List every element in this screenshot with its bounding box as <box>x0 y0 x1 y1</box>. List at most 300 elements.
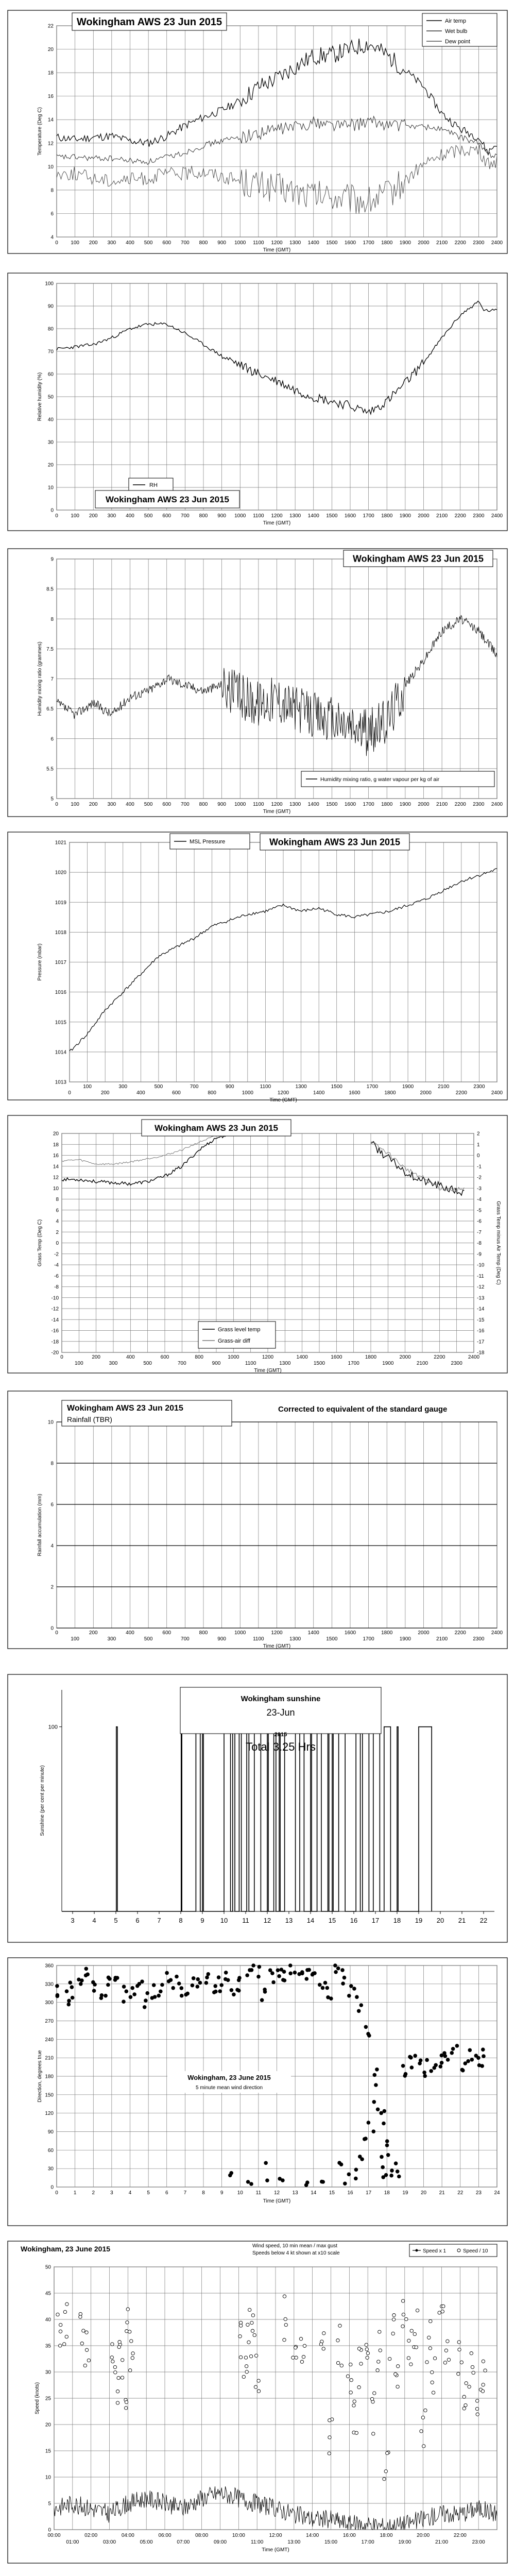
direction-point <box>219 1983 224 1987</box>
gust-point <box>431 2370 434 2374</box>
gust-point <box>378 2330 381 2333</box>
x-tick-label: 02:00 <box>84 2533 98 2538</box>
x-tick-label: 8 <box>179 1917 183 1924</box>
direction-point <box>237 1978 241 1982</box>
y-tick-label: 70 <box>47 349 54 355</box>
gust-point <box>457 2372 460 2376</box>
x-tick-label: 07:00 <box>177 2539 190 2545</box>
y-tick-label: 150 <box>45 2092 54 2098</box>
y-tick-label: 360 <box>45 1963 54 1969</box>
direction-point <box>226 1978 230 1982</box>
direction-point <box>367 2033 371 2038</box>
x-tick-label: 1100 <box>253 1636 264 1642</box>
direction-point <box>401 2064 405 2068</box>
gust-point <box>481 2389 484 2393</box>
direction-point <box>325 1986 330 1990</box>
gust-point <box>472 2371 475 2374</box>
gust-point <box>409 2363 413 2366</box>
x-tick-label: 11:00 <box>251 2539 264 2545</box>
gust-point <box>248 2308 251 2311</box>
gust-point <box>257 2379 260 2382</box>
y-tick-label: 1019 <box>55 900 66 906</box>
gust-point <box>471 2365 474 2368</box>
direction-point <box>367 2121 371 2125</box>
gust-point <box>284 2323 287 2326</box>
y-tick-label: 1020 <box>55 870 66 876</box>
gust-point <box>299 2337 302 2341</box>
x-tick-label: 1800 <box>381 802 393 807</box>
x-tick-label: 9 <box>200 1917 204 1924</box>
y2-tick-label: -8 <box>477 1241 482 1246</box>
x-tick-label: 1400 <box>307 802 319 807</box>
chart-temperature <box>8 10 507 253</box>
y-tick-label: 7.5 <box>46 646 54 652</box>
direction-point <box>185 1992 190 1996</box>
x-tick-label: 1500 <box>313 1361 325 1366</box>
x-tick-label: 400 <box>126 513 134 519</box>
y-tick-label: 4 <box>50 234 54 241</box>
x-tick-label: 2100 <box>416 1361 428 1366</box>
x-tick-label: 22:00 <box>453 2533 467 2538</box>
direction-point <box>357 2009 361 2013</box>
direction-point <box>204 1981 209 1985</box>
x-tick-label: 400 <box>126 240 134 246</box>
x-tick-label: 21 <box>439 2190 445 2196</box>
x-tick-label: 12 <box>273 2190 280 2196</box>
y-tick-label: 0 <box>50 507 54 514</box>
y-axis-title: Temperature (Deg C) <box>37 107 43 156</box>
gust-point <box>118 2341 121 2344</box>
y-tick-label: 35 <box>45 2343 51 2349</box>
x-tick-label: 700 <box>181 240 190 246</box>
direction-point <box>419 2058 423 2062</box>
gust-point <box>457 2341 460 2344</box>
direction-point <box>250 1968 254 1972</box>
x-tick-label: 22 <box>479 1917 488 1924</box>
gust-point <box>111 2343 114 2346</box>
y-tick-label: 10 <box>45 2475 51 2481</box>
x-tick-label: 2400 <box>491 240 503 246</box>
y-tick-label: 0 <box>50 1625 54 1632</box>
y-tick-label: 6 <box>50 1502 54 1508</box>
direction-point <box>342 1976 347 1980</box>
y-tick-label: -14 <box>51 1317 59 1323</box>
gust-point <box>59 2330 62 2333</box>
x-tick-label: 2200 <box>454 513 466 519</box>
chart-year: 2015 <box>274 1732 287 1738</box>
gust-point <box>319 2343 322 2346</box>
direction-point <box>245 1973 249 1977</box>
direction-point <box>321 1986 325 1990</box>
x-tick-label: 5 <box>147 2190 150 2196</box>
x-tick-label: 700 <box>190 1084 199 1090</box>
chart-wind-speed <box>8 2241 507 2563</box>
direction-point <box>165 1971 169 1975</box>
y-tick-label: -8 <box>54 1284 59 1290</box>
gust-point <box>349 2363 352 2366</box>
direction-point <box>422 2071 426 2075</box>
y-tick-label: 210 <box>45 2055 54 2061</box>
x-tick-label: 1400 <box>296 1354 308 1360</box>
x-tick-label: 1400 <box>307 513 319 519</box>
x-tick-label: 1 <box>73 2190 77 2196</box>
gust-point <box>365 2348 368 2351</box>
x-tick-label: 1200 <box>262 1354 274 1360</box>
x-tick-label: 1100 <box>253 240 264 246</box>
gust-point <box>242 2375 245 2378</box>
gust-point <box>431 2381 434 2384</box>
x-tick-label: 16 <box>347 2190 353 2196</box>
x-tick-label: 100 <box>71 240 79 246</box>
direction-point <box>352 1987 356 1991</box>
gust-point <box>407 2357 410 2360</box>
y2-tick-label: -2 <box>477 1175 482 1181</box>
direction-point <box>282 1970 286 1974</box>
y2-axis-title: Grass Temp minus Air Temp (Deg C) <box>495 1201 501 1285</box>
gust-point <box>126 2321 129 2324</box>
gust-point <box>441 2310 444 2313</box>
gust-point <box>238 2335 242 2338</box>
legend-entry: Speed x 1 <box>423 2248 447 2254</box>
direction-point <box>278 2177 282 2181</box>
y-tick-label: 8 <box>56 1197 59 1202</box>
x-tick-label: 1000 <box>234 240 246 246</box>
y2-tick-label: -17 <box>477 1339 485 1345</box>
direction-point <box>258 1965 262 1969</box>
y2-tick-label: -7 <box>477 1229 482 1235</box>
x-tick-label: 200 <box>92 1354 101 1360</box>
x-tick-label: 1300 <box>289 240 301 246</box>
x-tick-label: 8 <box>202 2190 205 2196</box>
gust-point <box>468 2385 471 2388</box>
direction-point <box>396 2170 400 2174</box>
x-tick-label: 0 <box>55 1630 58 1636</box>
x-tick-label: 600 <box>162 802 171 807</box>
direction-point <box>160 1983 164 1987</box>
gust-point <box>421 2416 424 2419</box>
gust-point <box>410 2329 413 2332</box>
chart-wind-direction <box>8 1958 507 2226</box>
direction-point <box>125 1989 129 1993</box>
gust-point <box>340 2364 343 2367</box>
y2-tick-label: -5 <box>477 1208 482 1214</box>
direction-point <box>409 2056 413 2060</box>
x-tick-label: 200 <box>89 513 98 519</box>
x-tick-label: 900 <box>217 1636 226 1642</box>
direction-point <box>451 2047 455 2051</box>
x-tick-label: 4 <box>128 2190 132 2196</box>
y-tick-label: -16 <box>51 1328 59 1334</box>
y-tick-label: 90 <box>47 303 54 310</box>
gust-point <box>245 2365 248 2368</box>
direction-point <box>394 2161 398 2165</box>
x-tick-label: 1300 <box>289 802 301 807</box>
y-tick-label: 22 <box>47 23 54 29</box>
x-tick-label: 19 <box>415 1917 423 1924</box>
y-tick-label: 8 <box>50 616 54 622</box>
x-tick-label: 0 <box>60 1354 63 1360</box>
x-tick-label: 2200 <box>454 240 466 246</box>
direction-point <box>100 1993 104 1997</box>
x-tick-label: 700 <box>181 802 190 807</box>
x-tick-label: 1800 <box>381 513 393 519</box>
direction-point <box>305 1968 310 1972</box>
direction-point <box>230 1988 234 1992</box>
x-tick-label: 1300 <box>295 1084 307 1090</box>
direction-point <box>364 2025 368 2029</box>
gust-point <box>432 2391 435 2394</box>
gust-point <box>460 2361 463 2364</box>
direction-point <box>336 1967 340 1971</box>
direction-point <box>385 2139 389 2143</box>
direction-point <box>359 2003 364 2007</box>
direction-point <box>171 1986 175 1990</box>
gust-point <box>131 2357 134 2360</box>
x-tick-label: 12:00 <box>269 2533 282 2538</box>
chart-sunshine <box>8 1674 507 1942</box>
x-tick-label: 10:00 <box>232 2533 245 2538</box>
direction-point <box>410 2065 414 2070</box>
chart-title: Wokingham AWS 23 Jun 2015 <box>106 495 229 505</box>
direction-point <box>177 1981 181 1986</box>
x-tick-label: 1000 <box>234 513 246 519</box>
x-tick-label: 2100 <box>436 802 448 807</box>
direction-point <box>439 2064 443 2069</box>
direction-point <box>440 2061 444 2065</box>
y-tick-label: 60 <box>47 371 54 378</box>
x-tick-label: 400 <box>126 802 134 807</box>
x-tick-label: 03:00 <box>102 2539 116 2545</box>
gust-point <box>251 2314 254 2317</box>
x-tick-label: 0 <box>55 240 58 246</box>
x-tick-label: 00:00 <box>47 2533 61 2538</box>
x-tick-label: 7 <box>183 2190 187 2196</box>
direction-point <box>305 1977 309 1981</box>
x-tick-label: 100 <box>71 802 79 807</box>
x-tick-label: 23 <box>475 2190 482 2196</box>
x-tick-label: 1400 <box>307 240 319 246</box>
direction-point <box>318 1983 322 1987</box>
gust-point <box>433 2357 436 2360</box>
direction-point <box>389 2174 393 2178</box>
chart-pressure <box>8 832 507 1103</box>
y-tick-label: 180 <box>45 2074 54 2080</box>
y-tick-label: 1017 <box>55 960 66 965</box>
direction-point <box>288 1963 293 1968</box>
gust-point <box>372 2432 375 2435</box>
x-tick-label: 2000 <box>420 1090 432 1096</box>
gust-point <box>328 2452 331 2455</box>
y2-tick-label: -13 <box>477 1295 485 1301</box>
x-axis-title: Time (GMT) <box>262 2547 289 2553</box>
direction-point <box>65 1989 69 1993</box>
y-tick-label: 12 <box>53 1175 59 1181</box>
x-tick-label: 1700 <box>363 513 374 519</box>
direction-point <box>443 2054 448 2058</box>
gust-point <box>373 2392 376 2395</box>
x-tick-label: 800 <box>199 802 208 807</box>
y-tick-label: 300 <box>45 2000 54 2006</box>
direction-point <box>432 2066 436 2070</box>
x-tick-label: 22 <box>457 2190 464 2196</box>
gust-point <box>446 2340 449 2343</box>
x-tick-label: 11 <box>242 1917 249 1924</box>
gust-point <box>357 2386 360 2389</box>
gust-point <box>80 2342 83 2345</box>
gust-point <box>239 2324 243 2327</box>
chart-title: Wokingham, 23 June 2015 <box>21 2245 111 2253</box>
x-tick-label: 1600 <box>344 802 356 807</box>
direction-point <box>256 1975 261 1979</box>
chart-relative-humidity <box>8 273 507 531</box>
direction-point <box>288 1972 293 1976</box>
y2-tick-label: 1 <box>477 1142 480 1148</box>
y-tick-label: 1018 <box>55 929 66 936</box>
y-axis-title: Pressure (mbar) <box>37 943 43 981</box>
y2-tick-label: -12 <box>477 1284 485 1290</box>
gust-point <box>349 2391 352 2394</box>
direction-point <box>104 1994 108 1998</box>
x-tick-label: 1600 <box>331 1354 342 1360</box>
y-tick-label: 40 <box>47 417 54 423</box>
direction-point <box>386 2153 390 2157</box>
x-tick-label: 200 <box>89 1630 98 1636</box>
gust-point <box>359 2362 363 2365</box>
y-axis-title: Direction, degrees true <box>37 2050 43 2103</box>
y-tick-label: 90 <box>47 2129 54 2135</box>
gust-point <box>116 2390 119 2393</box>
gust-point <box>246 2323 249 2326</box>
y-tick-label: 100 <box>48 1724 58 1731</box>
x-tick-label: 12 <box>263 1917 271 1924</box>
gust-point <box>302 2355 305 2359</box>
gust-point <box>394 2372 397 2376</box>
gust-point <box>366 2351 369 2354</box>
x-tick-label: 20:00 <box>417 2533 430 2538</box>
gust-point <box>116 2401 119 2404</box>
gust-point <box>462 2395 466 2398</box>
gust-point <box>379 2349 382 2352</box>
gust-point <box>444 2349 448 2352</box>
direction-point <box>85 1972 90 1976</box>
x-tick-label: 1300 <box>289 513 301 519</box>
gust-point <box>355 2431 358 2434</box>
x-tick-label: 2000 <box>418 513 430 519</box>
gust-point <box>251 2329 254 2332</box>
direction-point <box>429 2069 433 2073</box>
direction-point <box>191 1984 195 1988</box>
gust-point <box>283 2338 286 2342</box>
y2-tick-label: -9 <box>477 1251 482 1258</box>
y-tick-label: 16 <box>53 1153 59 1159</box>
chart-rainfall <box>8 1391 507 1649</box>
direction-point <box>84 1967 89 1971</box>
direction-point <box>214 1990 218 1994</box>
x-tick-label: 18:00 <box>380 2533 393 2538</box>
y-tick-label: 100 <box>45 281 54 287</box>
direction-point <box>397 2175 401 2179</box>
gust-point <box>438 2311 441 2314</box>
gust-point <box>336 2339 339 2342</box>
x-tick-label: 10 <box>237 2190 243 2196</box>
gust-point <box>377 2360 380 2363</box>
y-tick-label: 5.5 <box>46 766 54 772</box>
gust-point <box>85 2331 88 2334</box>
x-tick-label: 2000 <box>399 1354 411 1360</box>
direction-point <box>372 2129 376 2133</box>
x-tick-label: 6 <box>135 1917 140 1924</box>
gust-point <box>65 2302 68 2306</box>
x-tick-label: 500 <box>144 240 153 246</box>
x-tick-label: 100 <box>71 1636 79 1642</box>
gust-point <box>56 2313 59 2316</box>
gust-point <box>391 2332 394 2335</box>
gust-point <box>126 2308 129 2311</box>
y-axis-title: Relative humidity (%) <box>37 372 43 421</box>
x-tick-label: 3 <box>110 2190 113 2196</box>
y-tick-label: 0 <box>56 1241 59 1246</box>
gust-point <box>346 2375 349 2378</box>
x-tick-label: 100 <box>83 1084 92 1090</box>
direction-point <box>455 2044 459 2048</box>
gust-point <box>464 2403 467 2406</box>
gust-point <box>121 2359 124 2362</box>
y-tick-label: 6 <box>50 736 54 742</box>
x-tick-label: 19:00 <box>398 2539 411 2545</box>
gust-point <box>443 2361 447 2364</box>
x-tick-label: 2200 <box>454 1630 466 1636</box>
gust-point <box>482 2383 485 2386</box>
x-axis-title: Time (GMT) <box>254 1368 282 1374</box>
direction-point <box>260 1998 264 2002</box>
gust-point <box>357 2347 360 2350</box>
x-tick-label: 21 <box>458 1917 466 1924</box>
legend-entry: Grass level temp <box>218 1327 261 1333</box>
y-tick-label: 4 <box>56 1218 59 1225</box>
direction-point <box>180 1994 184 1998</box>
y-tick-label: 120 <box>45 2111 54 2117</box>
x-tick-label: 600 <box>162 240 171 246</box>
x-tick-label: 20 <box>420 2190 427 2196</box>
y-tick-label: 14 <box>47 117 54 123</box>
direction-point <box>374 2083 378 2087</box>
x-tick-label: 2000 <box>418 1630 430 1636</box>
y-tick-label: 6.5 <box>46 706 54 713</box>
gust-point <box>462 2407 466 2410</box>
x-tick-label: 200 <box>89 802 98 807</box>
x-tick-label: 1200 <box>271 240 283 246</box>
gust-point <box>415 2346 418 2349</box>
direction-point <box>77 1978 81 1982</box>
x-tick-label: 500 <box>144 802 153 807</box>
x-tick-label: 300 <box>107 240 116 246</box>
x-axis-title: Time (GMT) <box>263 2198 291 2204</box>
x-tick-label: 1000 <box>228 1354 239 1360</box>
y-tick-label: 15 <box>45 2448 51 2454</box>
gust-point <box>413 2332 416 2335</box>
direction-point <box>323 1981 328 1985</box>
x-tick-label: 18 <box>393 1917 401 1924</box>
x-tick-label: 2000 <box>418 802 430 807</box>
gust-point <box>129 2369 132 2372</box>
chart-grass-temperature <box>8 1115 507 1374</box>
direction-point <box>224 1971 228 1975</box>
x-tick-label: 13 <box>292 2190 298 2196</box>
gust-point <box>257 2389 260 2393</box>
gust-point <box>244 2356 247 2359</box>
gust-point <box>352 2404 355 2407</box>
direction-point <box>217 1975 221 1979</box>
